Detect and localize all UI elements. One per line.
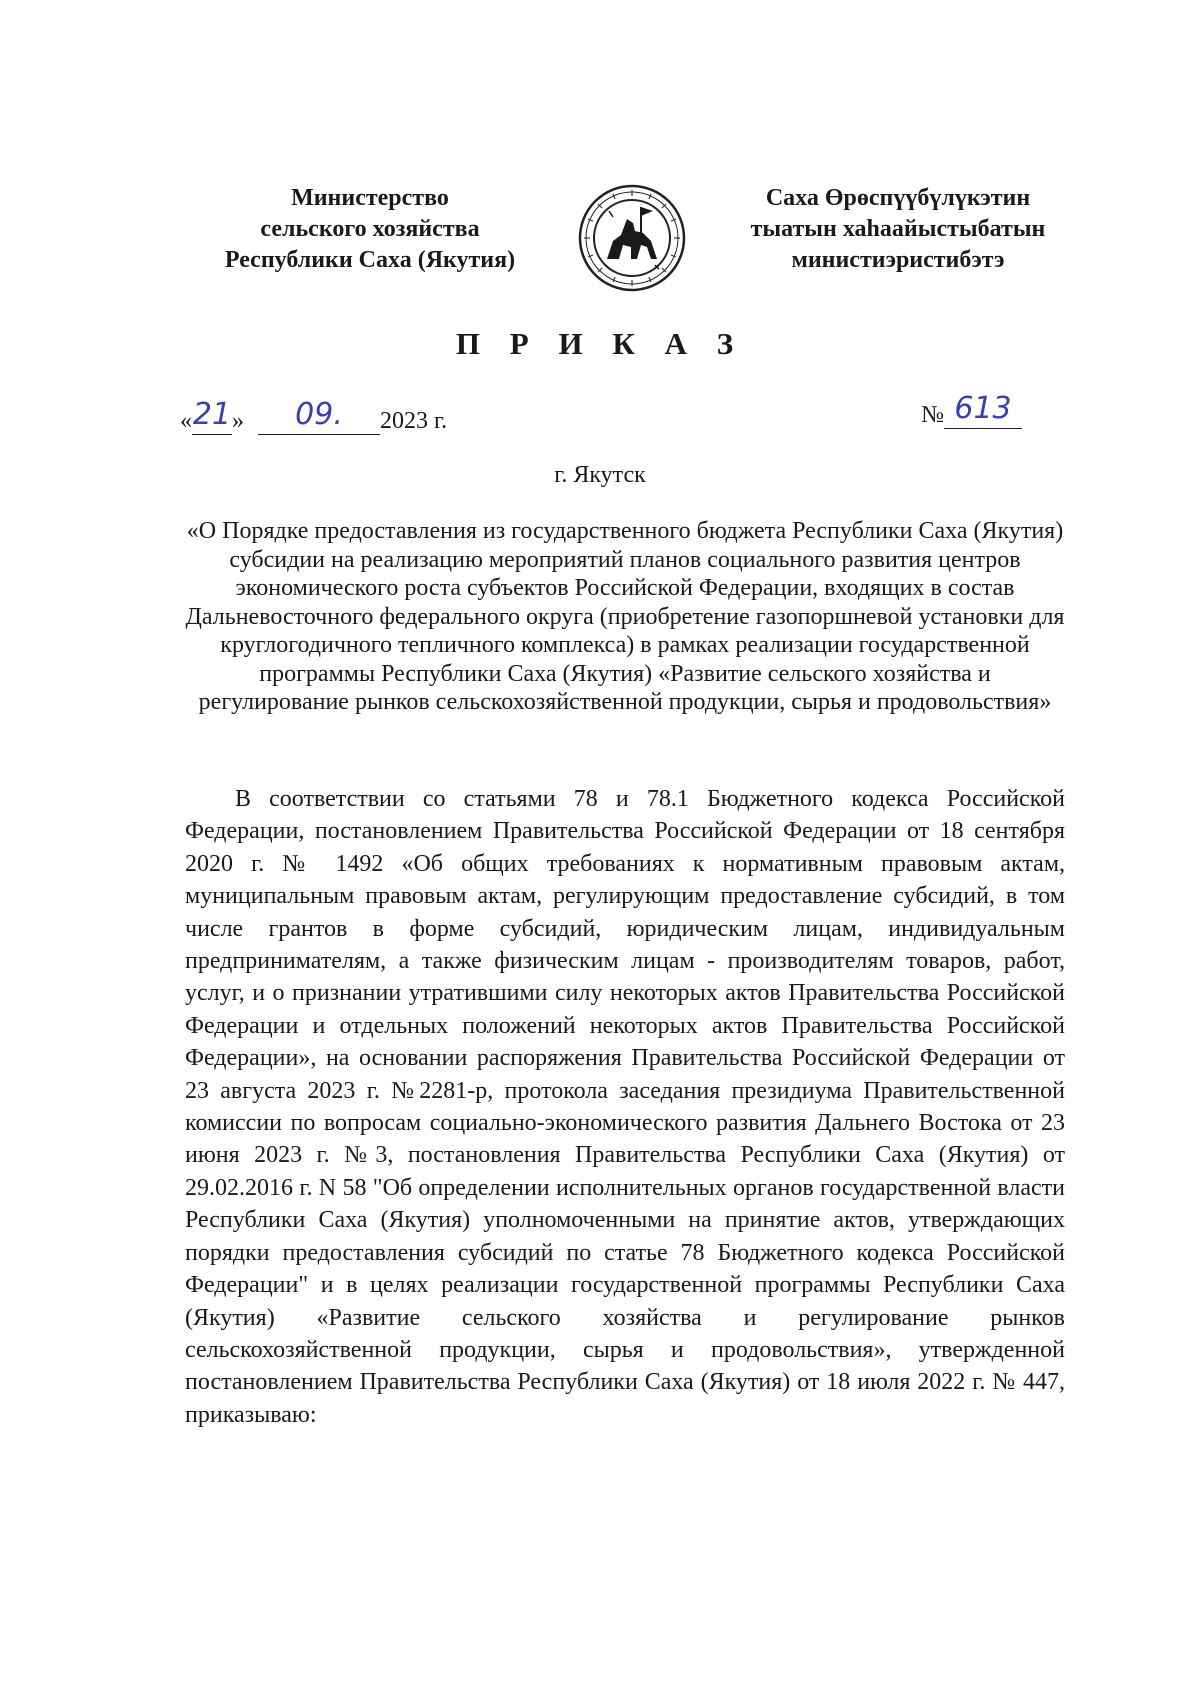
date-month-field (258, 397, 380, 435)
date-number-line (180, 392, 1040, 436)
order-preamble-paragraph: В соответствии со статьями 78 и 78.1 Бюджетного кодекса Российской Федерации, постановлением Правительства Российской Федерации от 18 сентября 2020 г. № 1492 «Об общих требованиях к нормативным правовым актам, муниципальным правовым актам, регулирующим предоставление субсидий, в том числе грантов в форме субсидий, юридическим лицам, индивидуальным предпринимателям, а также физическим лицам - производителям товаров, работ, услуг, и о признании утратившими силу некоторых актов Правительства Российской Федерации и отдельных положений некоторых актов Правительства Российской Федерации», на основании распоряжения Правительства Российской Федерации от 23 августа 2023 г. №2281-р, протокола заседания президиума Правительственной комиссии по вопросам социально-экономического развития Дальнего Востока от 23 июня 2023 г. №3, постановления Правительства Республики Саха (Якутия) от 29.02.2016 г. N 58 "Об определении исполнительных органов государственной власти Республики Саха (Якутия) уполномоченными на принятие актов, утверждающих порядки предоставления субсидий по статье 78 Бюджетного кодекса Российской Федерации" и в целях реализации государственной программы Республики Саха (Якутия) «Развитие сельского хозяйства и регулирование рынков сельскохозяйственной продукции, сырья и продовольствия», утвержденной постановлением Правительства Республики Саха (Якутия) от 18 июля 2022 г. № 447, приказываю: (185, 786, 1065, 1428)
date-year: 2023 г. (380, 408, 448, 434)
date-month-handwritten: 09. (295, 397, 343, 432)
order-number (921, 391, 1022, 429)
document-header (0, 183, 1200, 293)
date-day-handwritten: 21 (192, 397, 232, 432)
date-close-quote: » (232, 408, 244, 434)
ministry-name-russian (200, 183, 540, 276)
coat-of-arms-icon (577, 183, 687, 293)
order-number-label: № (921, 402, 944, 428)
document-type-title: П Р И К А З (455, 326, 745, 361)
ministry-name-russian-text: Министерство сельского хозяйства Республики Саха (Якутия) (224, 185, 516, 273)
order-subject-title: «О Порядке предоставления из государственного бюджета Республики Саха (Якутия) субсидии на реализацию мероприятий планов социального развития центров экономического роста субъектов Российской Федерации, входящих в состав Дальневосточного федерального округа (приобретение газопоршневой установки для круглогодичного тепличного комплекса) в рамках реализации государственной программы Республики Саха (Якутия) «Развитие сельского хозяйства и регулирование рынков сельскохозяйственной продукции, сырья и продовольствия» (185, 518, 1065, 715)
date-open-quote: « (180, 408, 192, 434)
order-date (180, 397, 448, 435)
date-day-field (192, 397, 232, 435)
order-number-handwritten: 613 (954, 391, 1012, 426)
ministry-name-sakha (728, 183, 1068, 276)
issue-city: г. Якутск (554, 462, 646, 488)
order-number-field (944, 391, 1022, 429)
ministry-name-sakha-text: Саха Өрөспүүбүлүкэтин тыатын хаһаайыстыбатын министиэристибэтэ (750, 185, 1046, 273)
